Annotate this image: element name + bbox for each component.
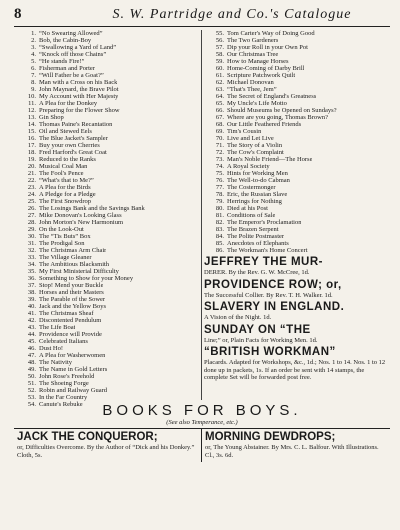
list-item [204,226,388,233]
item-number: 78. [215,191,224,198]
item-title: Tim's Cousin [227,128,262,135]
item-title: Reduced to the Ranks [39,156,96,163]
item-title: The Christmas Sheaf [39,310,94,317]
item-title: Jack and the Yellow Boys [39,303,106,310]
list-item [204,135,388,142]
item-title: Musical Coal Man [39,163,88,170]
list-item [204,107,388,114]
advertisement-heading: SLAVERY IN ENGLAND. [204,301,345,313]
item-number: 40. [27,303,36,310]
item-title: Scripture Patchwork Quilt [227,72,296,79]
advertisement-body: Line;” or, Plain Facts for Working Men. 1d. [204,336,318,344]
advertisement-heading: PROVIDENCE ROW; or, [204,278,342,291]
list-item [16,72,199,79]
item-title: The Two Gardeners [227,37,279,44]
item-title: Dip your Roll in your Own Pot [227,44,308,51]
left-column [14,30,202,408]
item-title: A Pledge for a Pledge [39,191,96,198]
list-item [16,359,199,366]
list-item [204,79,388,86]
list-item [16,331,199,338]
item-number: 71. [215,142,224,149]
item-title: The Story of a Violin [227,142,283,149]
item-number: 56. [215,37,224,44]
list-item [204,72,388,79]
item-number: 18. [27,149,36,156]
item-title: The Polite Postmaster [227,233,285,240]
item-number: 75. [215,170,224,177]
advertisement-body: DERER. By the Rev. G. W. McCree, 1d. [204,269,310,276]
item-number: 58. [215,51,224,58]
list-item [204,184,388,191]
item-number: 20. [27,163,36,170]
list-item [16,352,199,359]
item-title: The Ambitious Blacksmith [39,261,110,268]
book-listings [14,428,390,462]
books-subtitle: (See also Temperance, etc.) [166,419,238,426]
item-number: 17. [27,142,36,149]
list-item [16,373,199,380]
advertisement [204,346,388,382]
item-number: 24. [27,191,36,198]
item-number: 74. [215,163,224,170]
list-item [16,107,199,114]
item-number: 65. [215,100,224,107]
item-title: The Brazen Serpent [227,226,279,233]
item-title: A Plea for Washerwomen [39,352,106,359]
list-item [16,303,199,310]
item-number: 35. [27,268,36,275]
item-title: John Maynard, the Brave Pilot [39,86,119,93]
item-number: 1. [31,30,36,37]
item-number: 76. [215,177,224,184]
list-item [16,296,199,303]
item-number: 27. [27,212,36,219]
list-item [16,261,199,268]
item-title: The Shoeing Forge [39,380,89,387]
item-number: 48. [27,359,36,366]
list-item [16,205,199,212]
item-title: The Village Gleaner [39,254,92,261]
list-item [16,317,199,324]
item-title: Michael Donovan [227,79,274,86]
item-number: 25. [27,198,36,205]
item-title: Buy your own Cherries [39,142,100,149]
item-title: The Secret of England's Greatness [227,93,317,100]
book-listing-left [14,429,202,462]
item-title: My Uncle's Life Motto [227,100,287,107]
list-item [16,114,199,121]
item-number: 38. [27,289,36,296]
list-item [16,100,199,107]
item-title: Fisherman and Porter [39,65,95,72]
item-title: The Workman's Home Concert [227,247,308,254]
list-item [204,128,388,135]
list-item [16,170,199,177]
item-number: 53. [27,394,36,401]
item-title: Gin Shop [39,114,64,121]
list-item [16,275,199,282]
item-number: 41. [27,310,36,317]
list-item [204,93,388,100]
book-title: JACK THE CONQUEROR; [17,431,158,443]
item-number: 28. [27,219,36,226]
item-number: 30. [27,233,36,240]
list-item [16,128,199,135]
list-item [16,268,199,275]
item-title: Tom Carter's Way of Doing Good [227,30,315,37]
item-title: The Nativity [39,359,73,366]
item-title: Horses and their Masters [39,289,104,296]
item-number: 23. [27,184,36,191]
item-number: 67. [215,114,224,121]
item-number: 5. [31,58,36,65]
list-item [16,65,199,72]
list-item [16,44,199,51]
list-item [204,240,388,247]
item-title: Hints for Working Men [227,170,288,177]
item-number: 34. [27,261,36,268]
item-number: 60. [215,65,224,72]
list-item [16,345,199,352]
item-title: The Well-to-do Cabman [227,177,290,184]
item-number: 39. [27,296,36,303]
item-title: “Swallowing a Yard of Land” [39,44,117,51]
list-item [204,86,388,93]
list-item [16,387,199,394]
item-title: In the Far Country [39,394,88,401]
list-item [16,282,199,289]
item-title: A Plea for the Birds [39,184,91,191]
list-item [16,366,199,373]
item-title: Discontented Pendulum [39,317,102,324]
right-item-list [204,30,388,254]
item-number: 50. [27,373,36,380]
advertisement [204,324,388,345]
item-title: “Knock off those Chains” [39,51,107,58]
list-item [204,247,388,254]
list-item [204,233,388,240]
advertisement-heading: SUNDAY ON “THE [204,323,311,336]
advertisement-heading: JEFFREY THE MUR- [204,256,323,268]
list-item [16,338,199,345]
item-title: Stop! Mend your Buckle [39,282,104,289]
list-item [204,30,388,37]
list-item [204,163,388,170]
list-item [16,254,199,261]
list-item [16,184,199,191]
item-number: 26. [27,205,36,212]
item-number: 80. [215,205,224,212]
book-description: or, Difficulties Overcome. By the Author of “Dick and his Donkey.” Cloth, 5s. [17,444,195,459]
item-title: Live and Let Live [227,135,274,142]
item-title: “Will Father be a Goat?” [39,72,104,79]
item-number: 54. [27,401,36,408]
advertisement [204,301,388,322]
item-title: Mike Donovan's Looking Glass [39,212,122,219]
item-number: 84. [215,233,224,240]
list-item [204,149,388,156]
list-item [16,79,199,86]
item-title: The Christmas Arm Chair [39,247,107,254]
list-item [204,156,388,163]
item-title: My First Ministerial Difficulty [39,268,119,275]
item-number: 77. [215,184,224,191]
item-number: 32. [27,247,36,254]
list-item [16,51,199,58]
list-item [16,156,199,163]
item-number: 70. [215,135,224,142]
item-title: Thomas Paine's Recantation [39,121,113,128]
list-item [16,212,199,219]
item-title: Conditions of Sale [227,212,276,219]
item-title: John Rose's Freehold [39,373,95,380]
item-title: A Plea for the Donkey [39,100,98,107]
catalogue-page [14,6,390,526]
list-item [16,219,199,226]
item-number: 36. [27,275,36,282]
list-item [16,86,199,93]
list-item [16,289,199,296]
item-title: On the Look-Out [39,226,84,233]
item-title: Where are you going, Thomas Brown? [227,114,328,121]
item-title: Our Christmas Tree [227,51,279,58]
item-number: 61. [215,72,224,79]
advertisement [204,279,388,300]
list-item [16,198,199,205]
item-title: Providence will Provide [39,331,102,338]
item-number: 63. [215,86,224,93]
list-item [16,226,199,233]
item-number: 10. [27,93,36,100]
list-item [16,310,199,317]
advertisements [204,256,388,382]
item-number: 15. [27,128,36,135]
item-number: 21. [27,170,36,177]
list-item [16,247,199,254]
item-title: My Account with Her Majesty [39,93,119,100]
item-title: The Life Boat [39,324,76,331]
list-item [204,100,388,107]
item-number: 79. [215,198,224,205]
book-description: or, The Young Abstainer. By Mrs. C. L. Balfour. With Illustrations. Cl., 3s. 6d. [205,444,379,459]
item-title: Man with a Cross on his Back [39,79,118,86]
item-number: 7. [31,72,36,79]
item-number: 14. [27,121,36,128]
list-item [204,37,388,44]
item-title: Bob, the Cabin-Boy [39,37,92,44]
item-number: 33. [27,254,36,261]
item-number: 2. [31,37,36,44]
item-number: 47. [27,352,36,359]
item-title: Our Little Feathered Friends [227,121,302,128]
item-number: 49. [27,366,36,373]
item-title: A Royal Society [227,163,270,170]
item-title: Dust Ho! [39,345,64,352]
item-title: “That's Thee, Jem” [227,86,277,93]
item-number: 73. [215,156,224,163]
item-number: 8. [31,79,36,86]
books-title: BOOKS FOR BOYS. [102,402,302,419]
item-columns [14,30,390,408]
item-number: 69. [215,128,224,135]
book-title: MORNING DEWDROPS; [205,431,336,443]
item-number: 81. [215,212,224,219]
item-number: 62. [215,79,224,86]
list-item [204,170,388,177]
item-title: Should Museums be Opened on Sundays? [227,107,337,114]
list-item [204,198,388,205]
item-number: 29. [27,226,36,233]
item-number: 43. [27,324,36,331]
list-item [16,58,199,65]
item-number: 72. [215,149,224,156]
item-title: Canute's Rebuke [39,401,83,408]
item-number: 66. [215,107,224,114]
item-number: 51. [27,380,36,387]
item-number: 16. [27,135,36,142]
list-item [16,233,199,240]
page-header [14,6,390,27]
list-item [16,240,199,247]
advertisement-body: The Successful Collier. By Rev. T. H. Walker. 1d. [204,291,333,299]
item-number: 42. [27,317,36,324]
list-item [204,212,388,219]
item-title: John Morton's New Harmonium [39,219,124,226]
advertisement-body: A Vision of the Night. 1d. [204,314,272,321]
item-title: The Cow's Complaint [227,149,284,156]
book-listing-right [202,429,390,462]
list-item [16,121,199,128]
item-title: How to Manage Horses [227,58,289,65]
list-item [204,219,388,226]
item-title: Fred Harford's Great Coat [39,149,107,156]
list-item [204,121,388,128]
list-item [16,135,199,142]
item-title: “What's that to Me?” [39,177,94,184]
item-number: 86. [215,247,224,254]
item-title: Preparing for the Flower Show [39,107,120,114]
item-title: Anecdotes of Elephants [227,240,289,247]
item-title: Robin and Railway Guard [39,387,108,394]
item-number: 44. [27,331,36,338]
advertisement [204,256,388,277]
item-title: The Parable of the Sower [39,296,106,303]
item-number: 64. [215,93,224,100]
item-number: 12. [27,107,36,114]
list-item [16,324,199,331]
item-number: 4. [31,51,36,58]
item-title: The Blue Jacket's Sampler [39,135,108,142]
item-title: The Fool's Pence [39,170,84,177]
item-title: The Emperor's Proclamation [227,219,302,226]
list-item [16,142,199,149]
list-item [204,191,388,198]
list-item [204,177,388,184]
item-title: Oil and Stewed Eels [39,128,92,135]
list-item [16,30,199,37]
item-title: The Prodigal Son [39,240,85,247]
item-number: 3. [31,44,36,51]
list-item [16,177,199,184]
item-title: Something to Show for your Money [39,275,134,282]
list-item [204,51,388,58]
item-number: 85. [215,240,224,247]
item-number: 57. [215,44,224,51]
list-item [16,37,199,44]
item-title: The Name in Gold Letters [39,366,108,373]
item-number: 37. [27,282,36,289]
item-title: The “Tis Buts” Box [39,233,91,240]
item-title: Eric, the Russian Slave [227,191,288,198]
list-item [16,93,199,100]
right-column [202,30,390,400]
list-item [204,65,388,72]
list-item [204,142,388,149]
item-number: 68. [215,121,224,128]
running-title: S. W. Partridge and Co.'s Catalogue [112,7,352,22]
list-item [16,394,199,401]
item-number: 45. [27,338,36,345]
list-item [204,58,388,65]
advertisement-body: Placards. Adapted for Workshops, &c., 1d.; Nos. 1 to 14. Nos. 1 to 12 done up in packets, 1s. If an order be sent with 14 stamps, the complete Set will be forwarded post free. [204,359,386,381]
item-number: 19. [27,156,36,163]
list-item [204,114,388,121]
item-title: Home-Coming of Darby Brill [227,65,305,72]
item-title: Man's Noble Friend—The Horse [227,156,313,163]
item-title: “No Swearing Allowed” [39,30,103,37]
item-number: 6. [31,65,36,72]
list-item [204,205,388,212]
item-number: 83. [215,226,224,233]
list-item [16,149,199,156]
page-number: 8 [14,6,22,22]
item-number: 9. [31,86,36,93]
item-title: Herrings for Nothing [227,198,282,205]
list-item [16,380,199,387]
item-title: “He stands Fire!” [39,58,85,65]
list-item [204,44,388,51]
item-number: 46. [27,345,36,352]
item-number: 82. [215,219,224,226]
list-item [16,191,199,198]
item-title: Died at his Post [227,205,268,212]
item-title: The First Snowdrop [39,198,91,205]
item-number: 31. [27,240,36,247]
item-number: 55. [215,30,224,37]
item-title: The Costermonger [227,184,276,191]
advertisement-heading: “BRITISH WORKMAN” [204,346,336,358]
item-number: 52. [27,387,36,394]
list-item [16,163,199,170]
item-number: 22. [27,177,36,184]
item-title: The Losings Bank and the Savings Bank [39,205,145,212]
item-title: Celebrated Italians [39,338,88,345]
item-number: 59. [215,58,224,65]
item-number: 11. [28,100,36,107]
item-number: 13. [27,114,36,121]
